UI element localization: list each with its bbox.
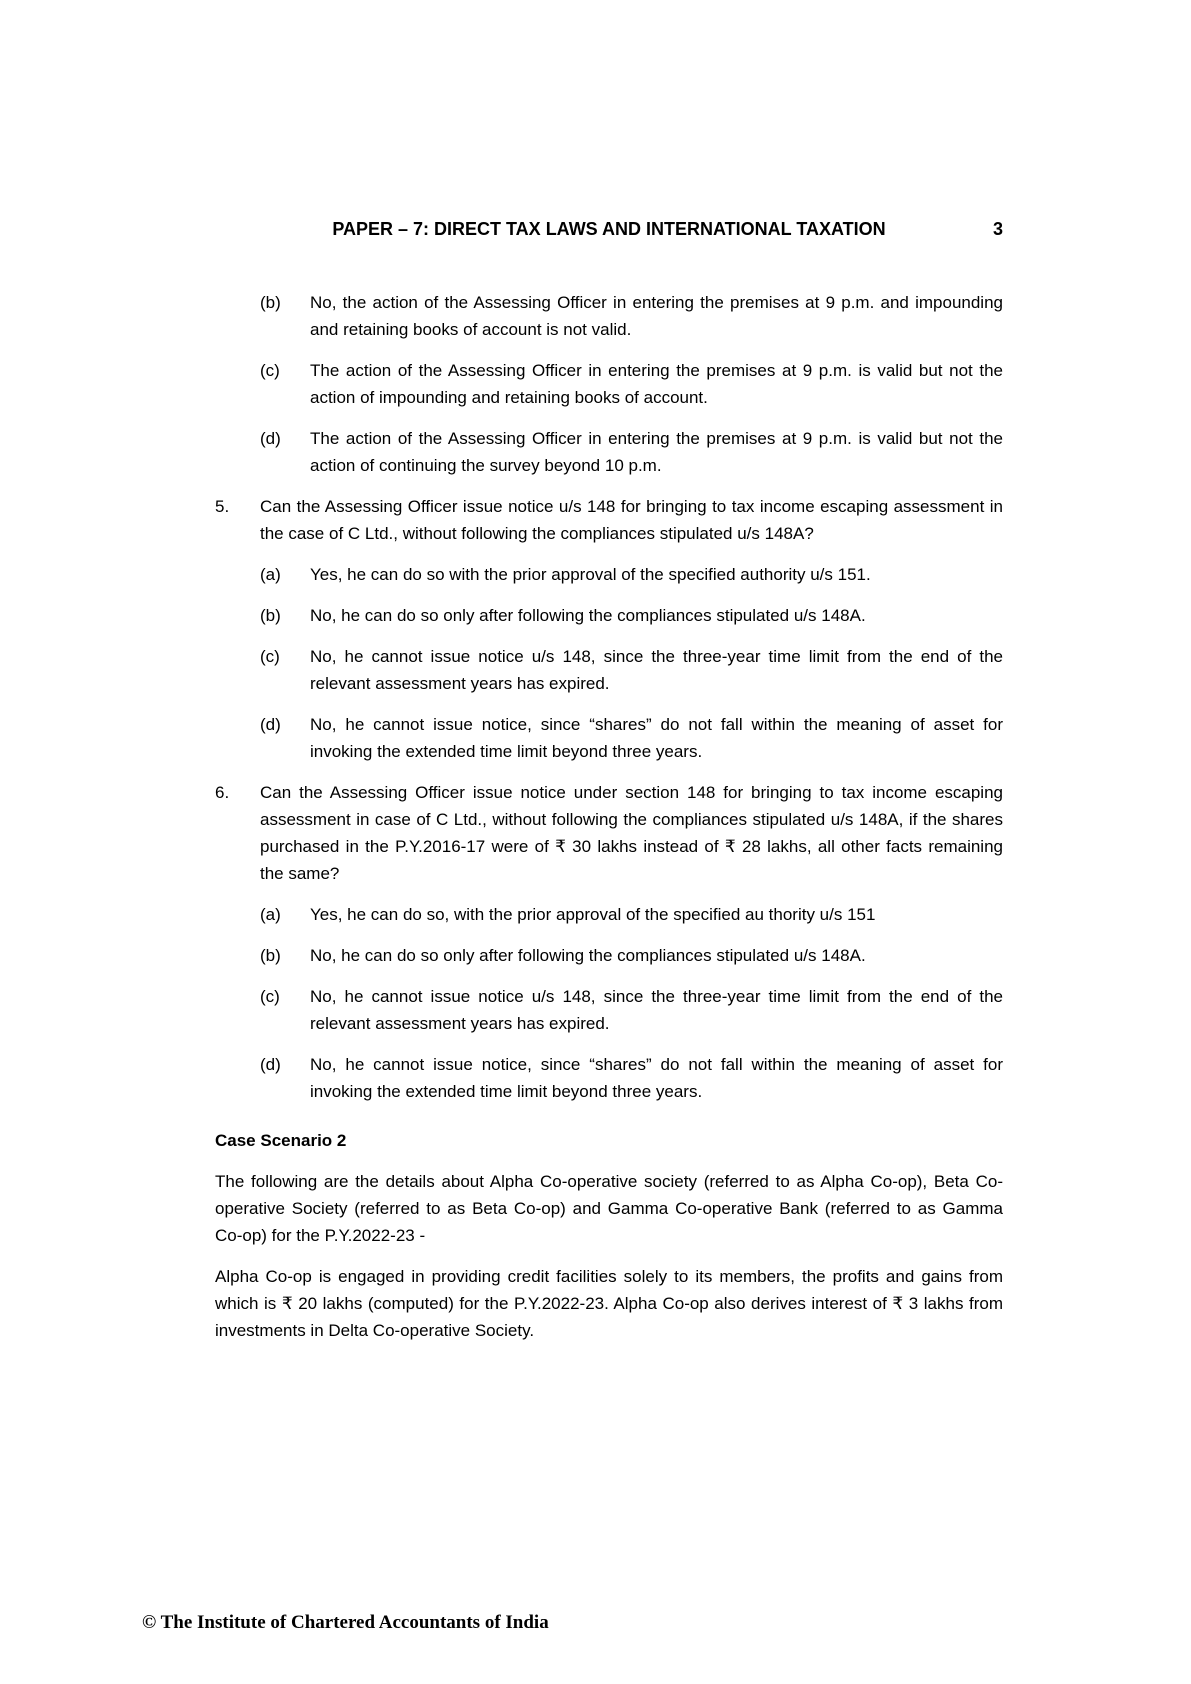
option-label: (c) bbox=[260, 647, 280, 666]
option-item bbox=[260, 602, 1003, 629]
page-number: 3 bbox=[992, 219, 1003, 239]
option-item bbox=[260, 425, 1003, 479]
option-item bbox=[260, 942, 1003, 969]
question-item bbox=[215, 779, 1003, 887]
option-label: (c) bbox=[260, 361, 280, 380]
option-label: (d) bbox=[260, 715, 281, 734]
option-label: (b) bbox=[260, 946, 281, 965]
option-label: (d) bbox=[260, 429, 281, 448]
option-text: No, he cannot issue notice u/s 148, since the three-year time limit from the end of the relevant assessment years has expired. bbox=[310, 647, 1003, 693]
option-text: The action of the Assessing Officer in entering the premises at 9 p.m. is valid but not the action of continuing the survey beyond 10 p.m. bbox=[310, 429, 1003, 475]
option-label: (a) bbox=[260, 905, 281, 924]
option-text: Yes, he can do so, with the prior approval of the specified au thority u/s 151 bbox=[310, 905, 876, 924]
option-label: (c) bbox=[260, 987, 280, 1006]
question-number: 6. bbox=[215, 783, 230, 802]
footer-copyright: © The Institute of Chartered Accountants of India bbox=[142, 1612, 549, 1633]
page-header bbox=[215, 216, 1003, 243]
option-item bbox=[260, 1051, 1003, 1105]
option-text: No, he cannot issue notice, since “shares” do not fall within the meaning of asset for invoking the extended time limit beyond three years. bbox=[310, 1055, 1003, 1101]
option-text: The action of the Assessing Officer in entering the premises at 9 p.m. is valid but not the action of impounding and retaining books of account. bbox=[310, 361, 1003, 407]
option-item bbox=[260, 983, 1003, 1037]
option-text: Yes, he can do so with the prior approval of the specified authority u/s 151. bbox=[310, 565, 871, 584]
document-body bbox=[215, 289, 1003, 1358]
option-item bbox=[260, 561, 1003, 588]
option-text: No, he cannot issue notice u/s 148, since the three-year time limit from the end of the relevant assessment years has expired. bbox=[310, 987, 1003, 1033]
page-header-title: PAPER – 7: DIRECT TAX LAWS AND INTERNATIONAL TAXATION bbox=[332, 219, 886, 239]
option-label: (b) bbox=[260, 293, 281, 312]
option-text: No, the action of the Assessing Officer in entering the premises at 9 p.m. and impounding and retaining books of account is not valid. bbox=[310, 293, 1003, 339]
question-item bbox=[215, 493, 1003, 547]
option-label: (b) bbox=[260, 606, 281, 625]
paragraph: Alpha Co-op is engaged in providing credit facilities solely to its members, the profits and gains from which is ₹ 20 lakhs (computed) for the P.Y.2022-23. Alpha Co-op also derives interest of ₹ 3 lakhs from investments in Delta Co-operative Society. bbox=[215, 1267, 1003, 1340]
option-text: No, he can do so only after following the compliances stipulated u/s 148A. bbox=[310, 946, 866, 965]
question-text: Can the Assessing Officer issue notice under section 148 for bringing to tax income escaping assessment in case of C Ltd., without following the compliances stipulated u/s 148A, if the shares purchased in the P.Y.2016-17 were of ₹ 30 lakhs instead of ₹ 28 lakhs, all other facts remaining the same? bbox=[260, 783, 1003, 883]
option-item bbox=[260, 289, 1003, 343]
option-label: (d) bbox=[260, 1055, 281, 1074]
question-number: 5. bbox=[215, 497, 230, 516]
question-text: Can the Assessing Officer issue notice u/s 148 for bringing to tax income escaping assessment in the case of C Ltd., without following the compliances stipulated u/s 148A? bbox=[260, 497, 1003, 543]
option-item bbox=[260, 357, 1003, 411]
option-item bbox=[260, 711, 1003, 765]
page-footer bbox=[142, 1609, 549, 1636]
paragraph: The following are the details about Alpha Co-operative society (referred to as Alpha Co-op), Beta Co-operative Society (referred to as Beta Co-op) and Gamma Co-operative Bank (referred to as Gamma Co-op) for the P.Y.2022-23 - bbox=[215, 1172, 1003, 1245]
option-item bbox=[260, 901, 1003, 928]
option-text: No, he cannot issue notice, since “shares” do not fall within the meaning of asset for invoking the extended time limit beyond three years. bbox=[310, 715, 1003, 761]
option-text: No, he can do so only after following the compliances stipulated u/s 148A. bbox=[310, 606, 866, 625]
option-item bbox=[260, 643, 1003, 697]
case-scenario-heading: Case Scenario 2 bbox=[215, 1131, 347, 1150]
option-label: (a) bbox=[260, 565, 281, 584]
